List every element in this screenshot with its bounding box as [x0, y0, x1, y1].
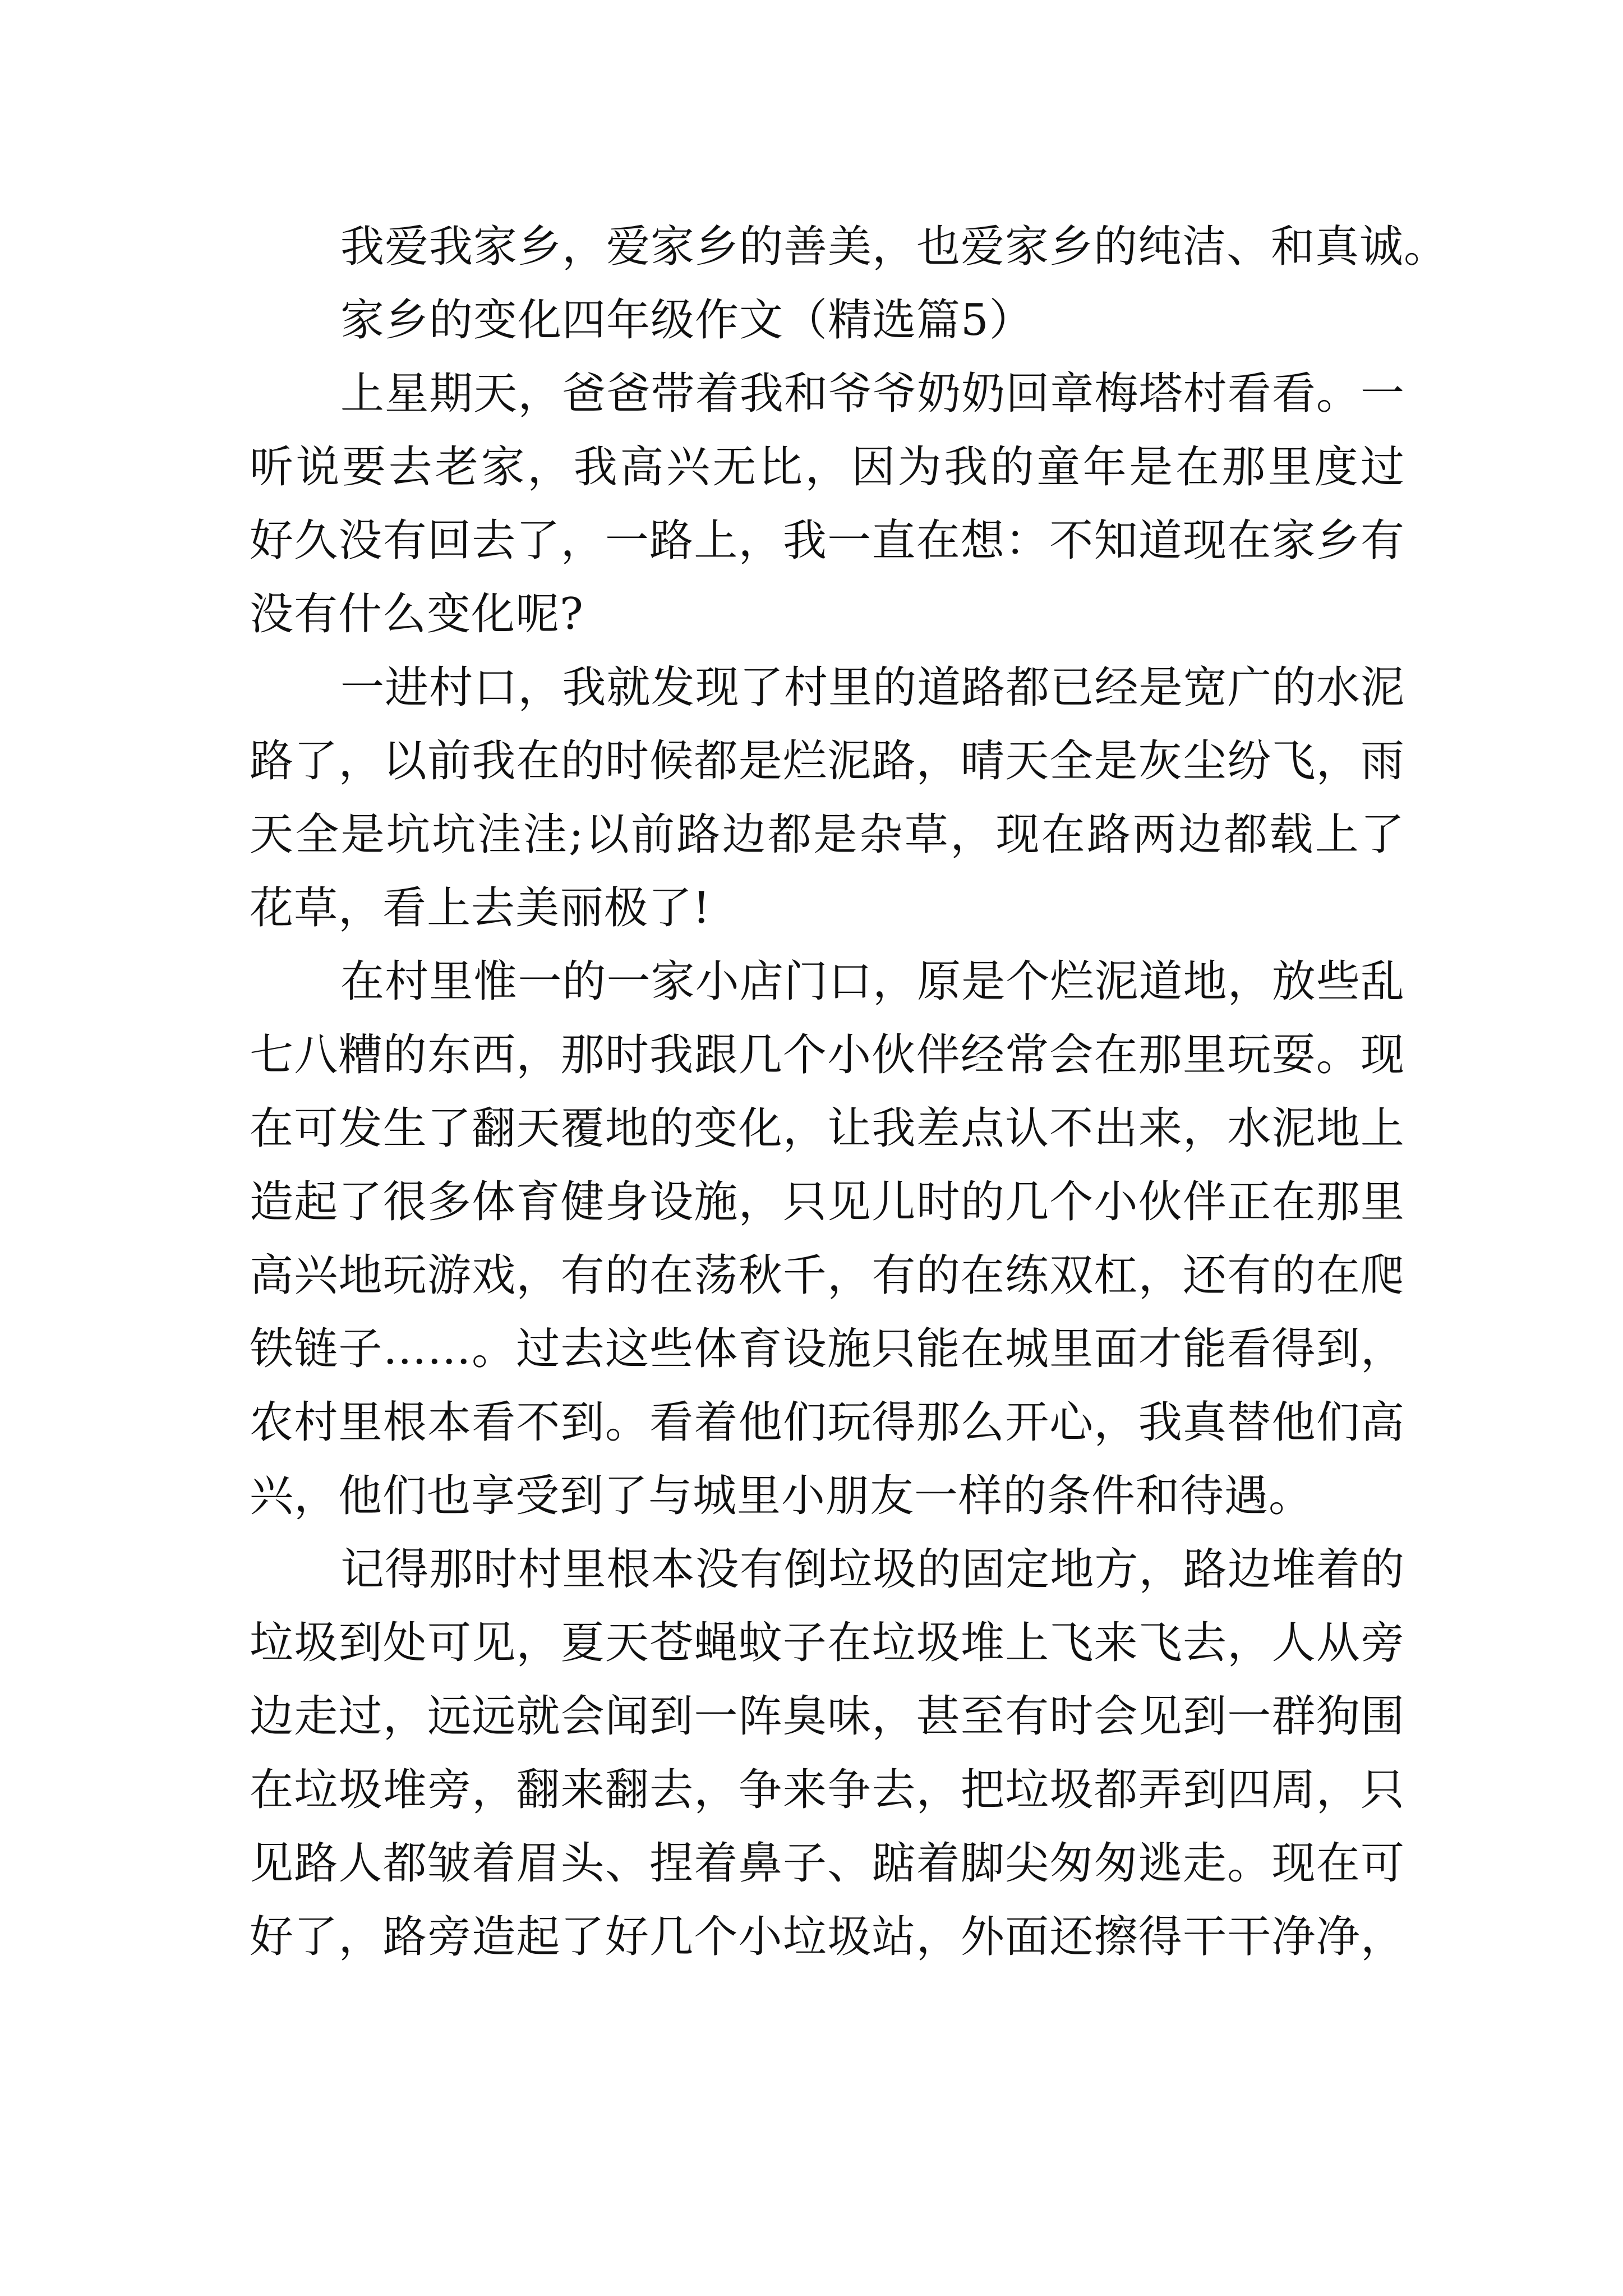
paragraph-4-line-5: 见路人都皱着眉头、捏着鼻子、踮着脚尖匆匆逃走。现在可: [250, 1838, 1405, 1889]
article-body: [250, 210, 1449, 1974]
paragraph-2-line-2: 路了，以前我在的时候都是烂泥路，晴天全是灰尘纷飞，雨: [250, 736, 1405, 786]
paragraph-3-line-7: 农村里根本看不到。看着他们玩得那么开心，我真替他们高: [250, 1397, 1405, 1448]
paragraph-4-line-1: 记得那时村里根本没有倒垃圾的固定地方，路边堆着的: [340, 1544, 1405, 1595]
paragraph-3-line-8: 兴，他们也享受到了与城里小朋友一样的条件和待遇。: [250, 1471, 1313, 1521]
paragraph-2-line-4: 花草，看上去美丽极了!: [250, 883, 711, 933]
paragraph-2-line-1: 一进村口，我就发现了村里的道路都已经是宽广的水泥: [340, 662, 1405, 713]
paragraph-1-line-2: 听说要去老家，我高兴无比，因为我的童年是在那里度过: [250, 442, 1405, 493]
paragraph-1-line-4: 没有什么变化呢?: [250, 589, 584, 639]
paragraph-4-line-4: 在垃圾堆旁，翻来翻去，争来争去，把垃圾都弄到四周，只: [250, 1765, 1405, 1815]
paragraph-2-line-3: 天全是坑坑洼洼;以前路边都是杂草，现在路两边都载上了: [250, 809, 1405, 860]
paragraph-3-line-1: 在村里惟一的一家小店门口，原是个烂泥道地，放些乱: [340, 956, 1405, 1007]
paragraph-1-line-1: 上星期天，爸爸带着我和爷爷奶奶回章梅塔村看看。一: [340, 369, 1405, 419]
paragraph-4-line-6: 好了，路旁造起了好几个小垃圾站，外面还擦得干干净净，: [250, 1912, 1405, 1962]
paragraph-3-line-6: 铁链子……。过去这些体育设施只能在城里面才能看得到，: [250, 1324, 1405, 1374]
closing-sentence: 我爱我家乡，爱家乡的善美，也爱家乡的纯洁、和真诚。: [340, 222, 1449, 272]
paragraph-3-line-2: 七八糟的东西，那时我跟几个小伙伴经常会在那里玩耍。现: [250, 1030, 1405, 1080]
paragraph-3-line-3: 在可发生了翻天覆地的变化，让我差点认不出来，水泥地上: [250, 1103, 1405, 1154]
paragraph-3-line-5: 高兴地玩游戏，有的在荡秋千，有的在练双杠，还有的在爬: [250, 1250, 1405, 1301]
paragraph-1-line-3: 好久没有回去了，一路上，我一直在想：不知道现在家乡有: [250, 516, 1405, 566]
section-heading: 家乡的变化四年级作文（精选篇5）: [340, 295, 1034, 346]
paragraph-3-line-4: 造起了很多体育健身设施，只见儿时的几个小伙伴正在那里: [250, 1177, 1405, 1227]
paragraph-4-line-2: 垃圾到处可见，夏天苍蝇蚊子在垃圾堆上飞来飞去，人从旁: [250, 1618, 1405, 1668]
paragraph-4-line-3: 边走过，远远就会闻到一阵臭味，甚至有时会见到一群狗围: [250, 1691, 1405, 1742]
